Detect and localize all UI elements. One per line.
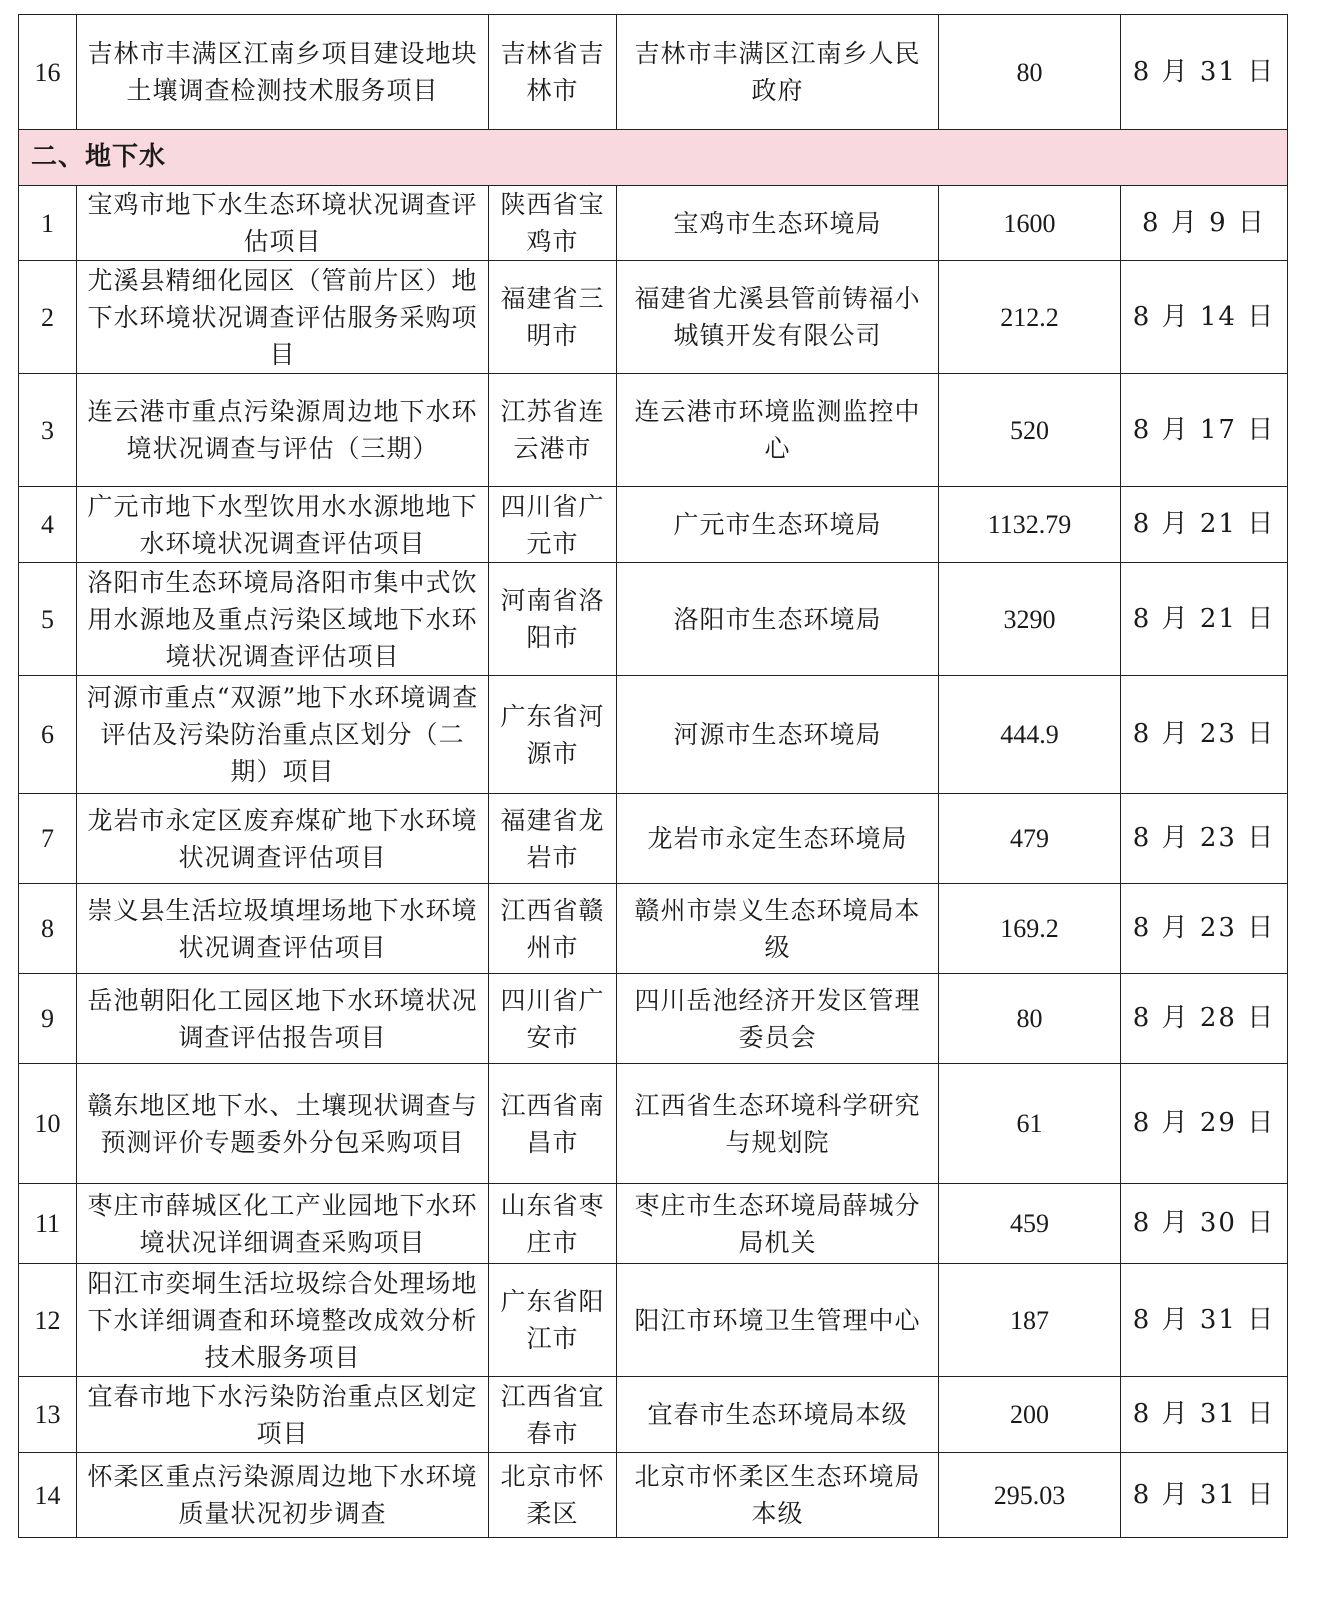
announce-date: 8 月 31 日 (1121, 1377, 1288, 1453)
announce-date: 8 月 31 日 (1121, 15, 1288, 130)
region: 四川省广安市 (489, 974, 617, 1064)
project-name: 怀柔区重点污染源周边地下水环境质量状况初步调查 (77, 1453, 489, 1538)
table-row (19, 15, 1288, 130)
project-name: 洛阳市生态环境局洛阳市集中式饮用水源地及重点污染区域地下水环境状况调查评估项目 (77, 563, 489, 676)
purchaser: 宝鸡市生态环境局 (617, 186, 939, 261)
announce-date: 8 月 21 日 (1121, 487, 1288, 563)
region: 福建省龙岩市 (489, 794, 617, 884)
project-name: 尤溪县精细化园区（管前片区）地下水环境状况调查评估服务采购项目 (77, 261, 489, 374)
row-number: 9 (19, 974, 77, 1064)
purchaser: 北京市怀柔区生态环境局本级 (617, 1453, 939, 1538)
region: 江西省宜春市 (489, 1377, 617, 1453)
project-name: 岳池朝阳化工园区地下水环境状况调查评估报告项目 (77, 974, 489, 1064)
region: 江苏省连云港市 (489, 374, 617, 487)
project-name: 龙岩市永定区废弃煤矿地下水环境状况调查评估项目 (77, 794, 489, 884)
purchaser: 宜春市生态环境局本级 (617, 1377, 939, 1453)
table-row (19, 884, 1288, 974)
row-number: 2 (19, 261, 77, 374)
table-row (19, 1064, 1288, 1184)
row-number: 1 (19, 186, 77, 261)
budget-amount: 169.2 (939, 884, 1121, 974)
table-row (19, 186, 1288, 261)
row-number: 16 (19, 15, 77, 130)
table-row (19, 974, 1288, 1064)
budget-amount: 295.03 (939, 1453, 1121, 1538)
purchaser: 洛阳市生态环境局 (617, 563, 939, 676)
budget-amount: 3290 (939, 563, 1121, 676)
row-number: 8 (19, 884, 77, 974)
row-number: 6 (19, 676, 77, 794)
purchaser: 四川岳池经济开发区管理委员会 (617, 974, 939, 1064)
project-name: 赣东地区地下水、土壤现状调查与预测评价专题委外分包采购项目 (77, 1064, 489, 1184)
region: 吉林省吉林市 (489, 15, 617, 130)
announce-date: 8 月 17 日 (1121, 374, 1288, 487)
project-name: 崇义县生活垃圾填埋场地下水环境状况调查评估项目 (77, 884, 489, 974)
region: 山东省枣庄市 (489, 1184, 617, 1264)
project-name: 河源市重点“双源”地下水环境调查评估及污染防治重点区划分（二期）项目 (77, 676, 489, 794)
region: 江西省南昌市 (489, 1064, 617, 1184)
table-row (19, 1184, 1288, 1264)
announce-date: 8 月 23 日 (1121, 676, 1288, 794)
purchaser: 阳江市环境卫生管理中心 (617, 1264, 939, 1377)
announce-date: 8 月 23 日 (1121, 794, 1288, 884)
purchaser: 河源市生态环境局 (617, 676, 939, 794)
table-row (19, 1377, 1288, 1453)
budget-amount: 1132.79 (939, 487, 1121, 563)
budget-amount: 520 (939, 374, 1121, 487)
purchaser: 连云港市环境监测监控中心 (617, 374, 939, 487)
purchaser: 龙岩市永定生态环境局 (617, 794, 939, 884)
announce-date: 8 月 29 日 (1121, 1064, 1288, 1184)
budget-amount: 80 (939, 15, 1121, 130)
project-name: 广元市地下水型饮用水水源地地下水环境状况调查评估项目 (77, 487, 489, 563)
row-number: 13 (19, 1377, 77, 1453)
project-name: 枣庄市薛城区化工产业园地下水环境状况详细调查采购项目 (77, 1184, 489, 1264)
budget-amount: 187 (939, 1264, 1121, 1377)
row-number: 11 (19, 1184, 77, 1264)
budget-amount: 80 (939, 974, 1121, 1064)
budget-amount: 212.2 (939, 261, 1121, 374)
table-row (19, 374, 1288, 487)
purchaser: 吉林市丰满区江南乡人民政府 (617, 15, 939, 130)
announce-date: 8 月 14 日 (1121, 261, 1288, 374)
region: 福建省三明市 (489, 261, 617, 374)
region: 江西省赣州市 (489, 884, 617, 974)
announce-date: 8 月 9 日 (1121, 186, 1288, 261)
table-row (19, 563, 1288, 676)
region: 广东省河源市 (489, 676, 617, 794)
budget-amount: 200 (939, 1377, 1121, 1453)
purchaser: 赣州市崇义生态环境局本级 (617, 884, 939, 974)
table-row (19, 487, 1288, 563)
announce-date: 8 月 21 日 (1121, 563, 1288, 676)
budget-amount: 459 (939, 1184, 1121, 1264)
announce-date: 8 月 30 日 (1121, 1184, 1288, 1264)
project-name: 宜春市地下水污染防治重点区划定项目 (77, 1377, 489, 1453)
region: 河南省洛阳市 (489, 563, 617, 676)
row-number: 3 (19, 374, 77, 487)
budget-amount: 479 (939, 794, 1121, 884)
table-row (19, 676, 1288, 794)
purchaser: 枣庄市生态环境局薛城分局机关 (617, 1184, 939, 1264)
region: 北京市怀柔区 (489, 1453, 617, 1538)
announce-date: 8 月 28 日 (1121, 974, 1288, 1064)
section-header-row (19, 130, 1288, 186)
row-number: 7 (19, 794, 77, 884)
row-number: 4 (19, 487, 77, 563)
purchaser: 广元市生态环境局 (617, 487, 939, 563)
table-body (19, 15, 1288, 1538)
section-title: 二、地下水 (19, 130, 1288, 186)
procurement-table (18, 14, 1288, 1538)
budget-amount: 1600 (939, 186, 1121, 261)
row-number: 12 (19, 1264, 77, 1377)
project-name: 宝鸡市地下水生态环境状况调查评估项目 (77, 186, 489, 261)
region: 陕西省宝鸡市 (489, 186, 617, 261)
region: 四川省广元市 (489, 487, 617, 563)
row-number: 5 (19, 563, 77, 676)
budget-amount: 61 (939, 1064, 1121, 1184)
row-number: 14 (19, 1453, 77, 1538)
table-row (19, 261, 1288, 374)
announce-date: 8 月 31 日 (1121, 1264, 1288, 1377)
project-name: 吉林市丰满区江南乡项目建设地块土壤调查检测技术服务项目 (77, 15, 489, 130)
table-row (19, 1453, 1288, 1538)
table-row (19, 1264, 1288, 1377)
budget-amount: 444.9 (939, 676, 1121, 794)
row-number: 10 (19, 1064, 77, 1184)
announce-date: 8 月 31 日 (1121, 1453, 1288, 1538)
project-name: 阳江市奕垌生活垃圾综合处理场地下水详细调查和环境整改成效分析技术服务项目 (77, 1264, 489, 1377)
announce-date: 8 月 23 日 (1121, 884, 1288, 974)
region: 广东省阳江市 (489, 1264, 617, 1377)
purchaser: 江西省生态环境科学研究与规划院 (617, 1064, 939, 1184)
table-row (19, 794, 1288, 884)
project-name: 连云港市重点污染源周边地下水环境状况调查与评估（三期） (77, 374, 489, 487)
purchaser: 福建省尤溪县管前铸福小城镇开发有限公司 (617, 261, 939, 374)
